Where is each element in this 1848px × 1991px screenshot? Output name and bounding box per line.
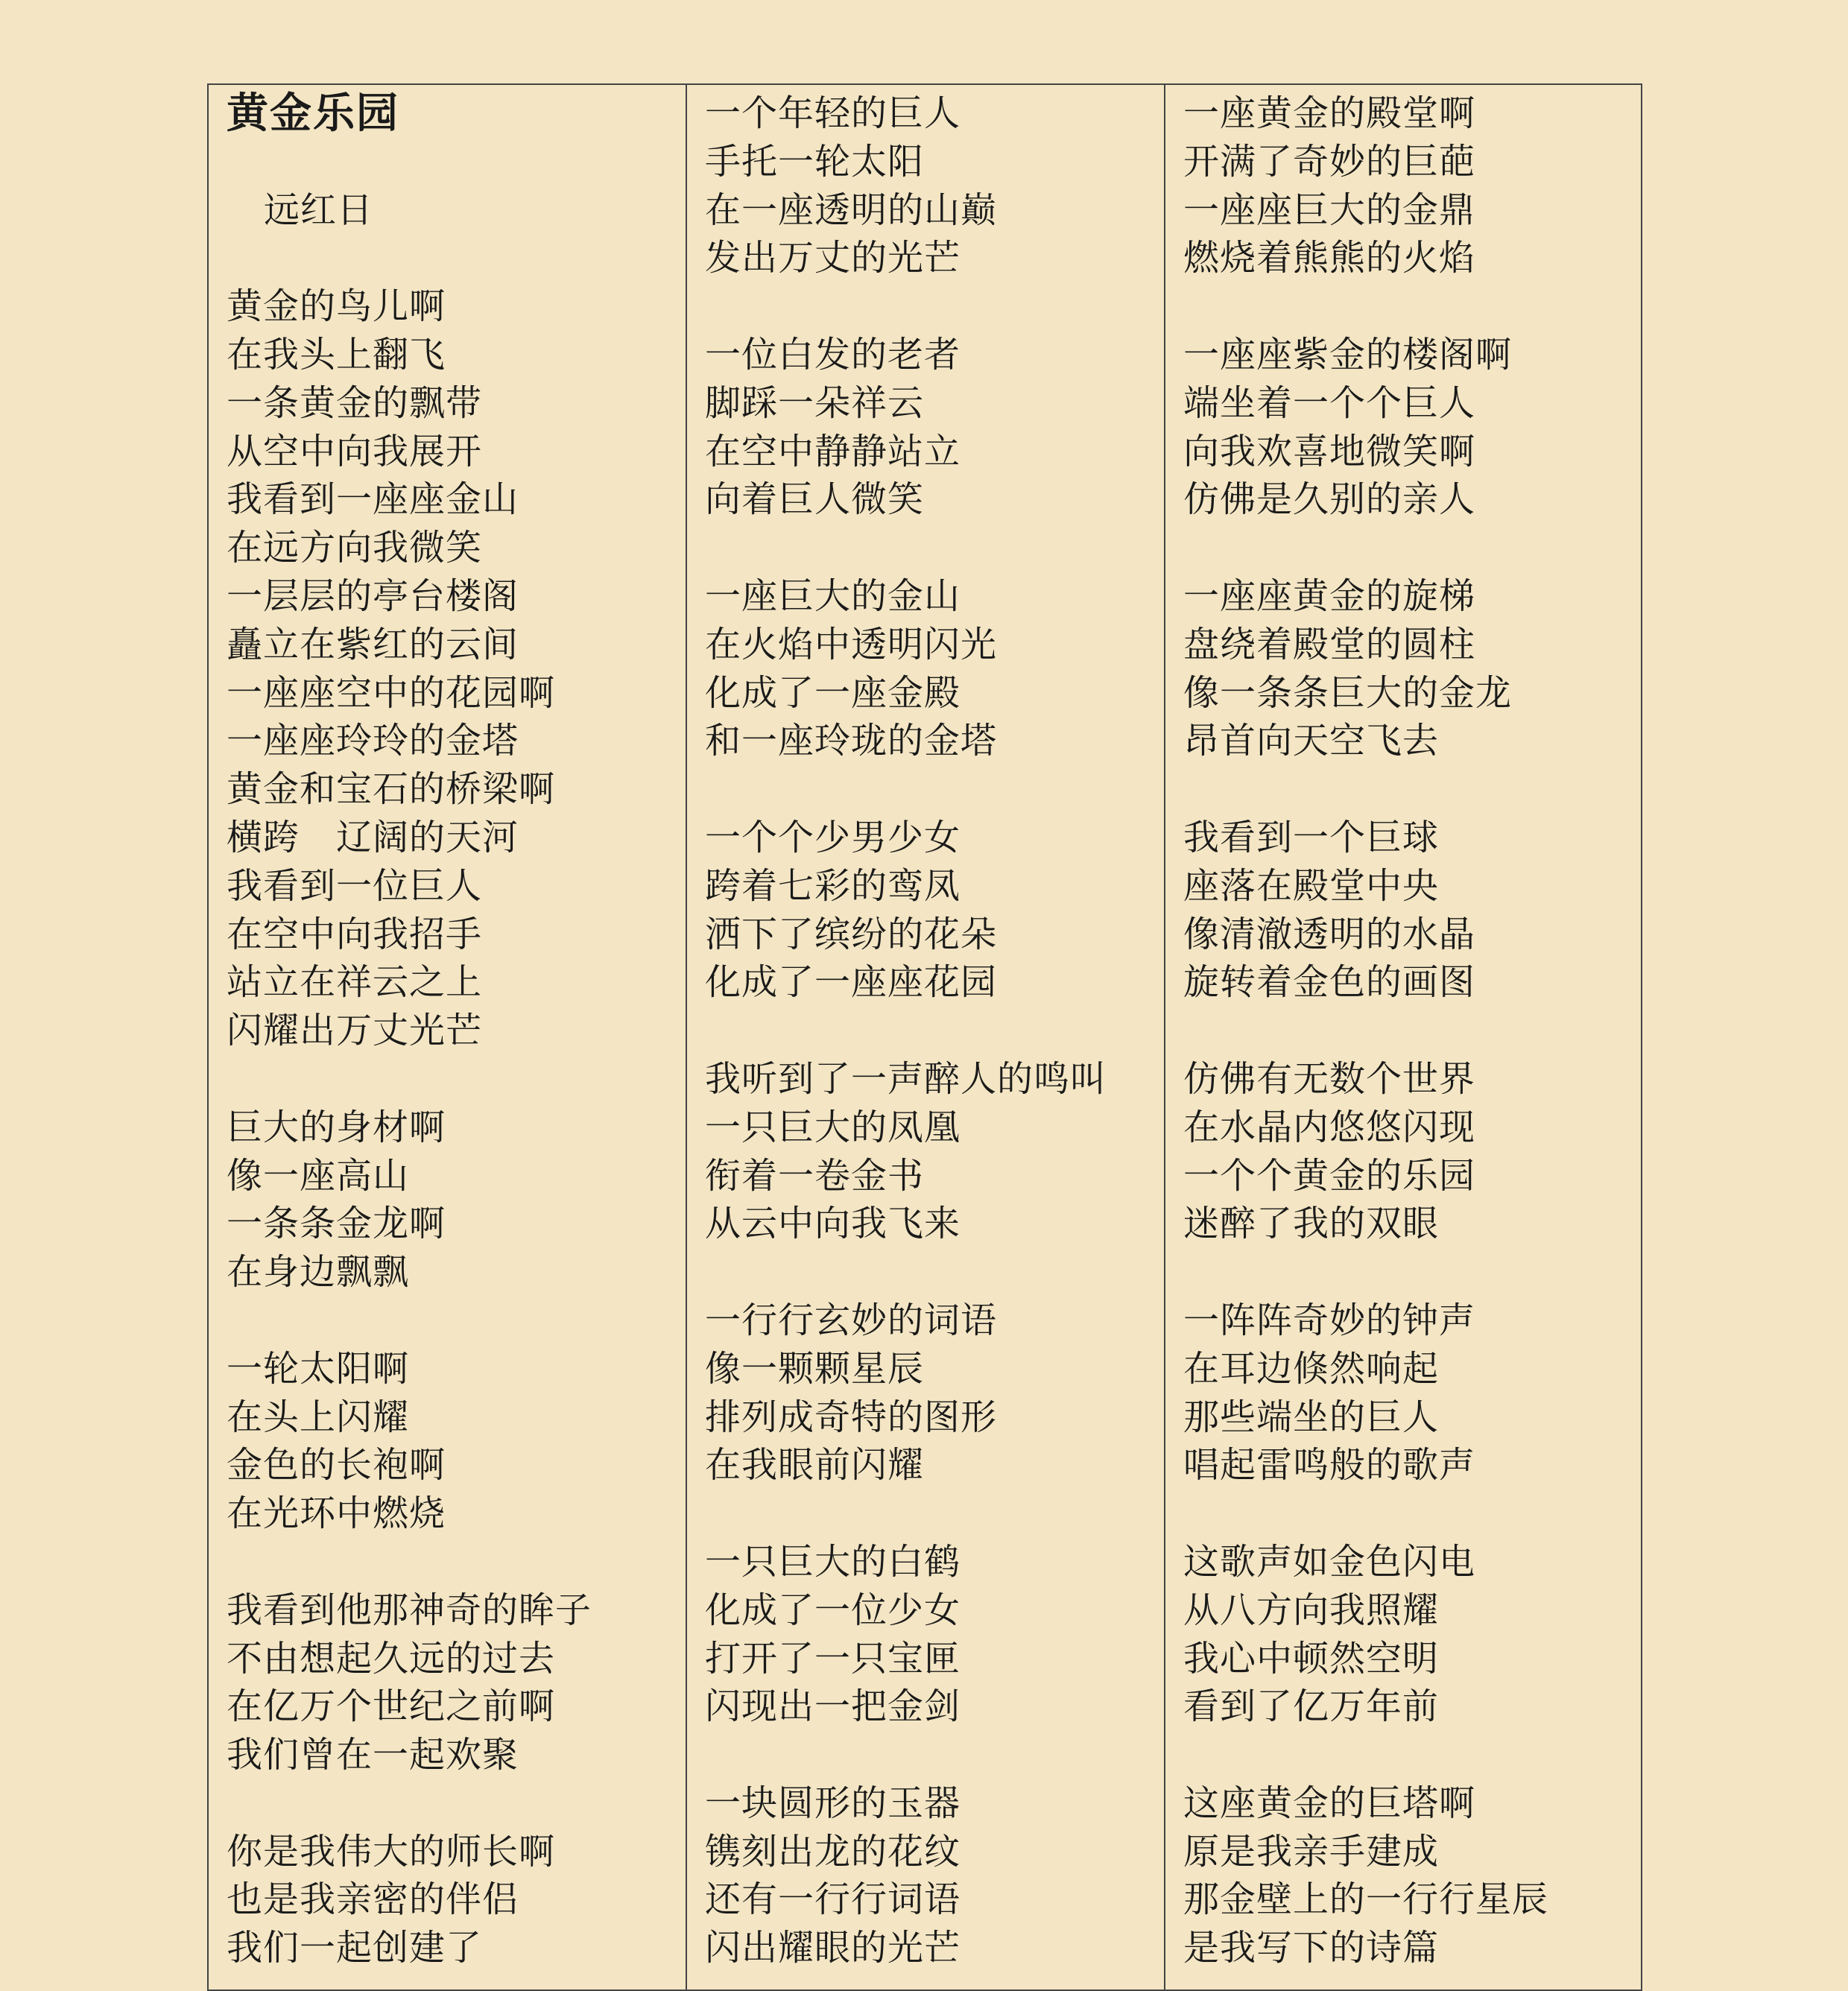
poem-line: 发出万丈的光芒 <box>705 237 961 279</box>
poem-line: 一条条金龙啊 <box>227 1203 446 1245</box>
poem-line: 在水晶内悠悠闪现 <box>1183 1106 1476 1148</box>
blank-line <box>705 1248 1164 1297</box>
poem-line: 一个个黄金的乐园 <box>1183 1154 1476 1197</box>
poem-line: 闪现出一把金剑 <box>705 1685 961 1728</box>
poem-line: 一条黄金的飘带 <box>227 382 483 424</box>
poem-line: 从八方向我照耀 <box>1183 1589 1440 1631</box>
poem-title: 黄金乐园 <box>227 89 399 138</box>
poem-line: 迷醉了我的双眼 <box>1183 1203 1440 1245</box>
column-1-lines <box>227 282 686 1972</box>
poem-line: 一位白发的老者 <box>705 333 961 376</box>
poem-line: 一行行玄妙的词语 <box>705 1299 998 1341</box>
poem-line: 像一颗颗星辰 <box>705 1347 925 1390</box>
poem-line: 一座座黄金的旋梯 <box>1183 574 1476 617</box>
blank-line <box>705 765 1164 814</box>
poem-line: 在亿万个世纪之前啊 <box>227 1685 556 1728</box>
poem-line: 在一座透明的山巅 <box>705 189 998 231</box>
poem-line: 一座座巨大的金鼎 <box>1183 189 1476 231</box>
poem-line: 一座座紫金的楼阁啊 <box>1183 333 1513 376</box>
blank-line <box>1183 1731 1641 1779</box>
poem-line: 端坐着一个个巨人 <box>1183 382 1476 424</box>
poem-line: 手托一轮太阳 <box>705 140 925 183</box>
blank-line <box>227 138 686 186</box>
poem-line: 排列成奇特的图形 <box>705 1396 998 1438</box>
poem-line: 唱起雷鸣般的歌声 <box>1183 1444 1476 1487</box>
column-3-lines <box>1183 89 1641 1972</box>
poem-line: 一块圆形的玉器 <box>705 1782 961 1824</box>
column-1 <box>209 85 687 1990</box>
poem-line: 盘绕着殿堂的圆柱 <box>1183 623 1476 665</box>
blank-line <box>1183 282 1641 331</box>
poem-line: 一个个少男少女 <box>705 816 961 858</box>
poem-line: 仿佛有无数个世界 <box>1183 1057 1476 1100</box>
blank-line <box>705 1007 1164 1055</box>
poem-line: 闪出耀眼的光芒 <box>705 1927 961 1969</box>
blank-line <box>705 1490 1164 1538</box>
poem-line: 站立在祥云之上 <box>227 961 483 1004</box>
poem-line: 仿佛是久别的亲人 <box>1183 478 1476 521</box>
poem-line: 金色的长袍啊 <box>227 1444 446 1487</box>
poem-line: 在光环中燃烧 <box>227 1493 446 1535</box>
poem-line: 镌刻出龙的花纹 <box>705 1830 961 1873</box>
blank-line <box>1183 1007 1641 1055</box>
poem-line: 原是我亲手建成 <box>1183 1830 1440 1873</box>
poem-line: 跨着七彩的鸾凤 <box>705 864 961 907</box>
poem-line: 横跨 辽阔的天河 <box>227 816 519 858</box>
poem-line: 向我欢喜地微笑啊 <box>1183 430 1476 472</box>
poem-line: 看到了亿万年前 <box>1183 1685 1440 1728</box>
poem-line: 还有一行行词语 <box>705 1878 961 1921</box>
poem-line: 在我头上翻飞 <box>227 333 446 376</box>
poem-line: 昂首向天空飞去 <box>1183 720 1440 762</box>
poem-line: 这座黄金的巨塔啊 <box>1183 1782 1476 1824</box>
column-3 <box>1165 85 1641 1990</box>
poem-line: 向着巨人微笑 <box>705 478 925 521</box>
poem-line: 化成了一位少女 <box>705 1589 961 1631</box>
blank-line <box>227 1779 686 1828</box>
poem-line: 一只巨大的白鹤 <box>705 1540 961 1583</box>
poem-line: 脚踩一朵祥云 <box>705 382 925 424</box>
poem-line: 一座座玲玲的金塔 <box>227 720 519 762</box>
poem-line: 一阵阵奇妙的钟声 <box>1183 1299 1476 1341</box>
poem-line: 衔着一卷金书 <box>705 1154 925 1197</box>
poem-line: 一层层的亭台楼阁 <box>227 574 519 617</box>
blank-line <box>1183 1248 1641 1297</box>
column-2-lines <box>705 89 1164 1972</box>
poem-line: 在远方向我微笑 <box>227 527 483 569</box>
poem-line: 化成了一座金殿 <box>705 671 961 714</box>
blank-line <box>227 234 686 282</box>
blank-line <box>227 1297 686 1345</box>
poem-author: 远红日 <box>264 189 374 231</box>
poem-line: 我看到他那神奇的眸子 <box>227 1589 592 1631</box>
poem-line: 黄金的鸟儿啊 <box>227 285 446 328</box>
column-2 <box>687 85 1165 1990</box>
poem-line: 这歌声如金色闪电 <box>1183 1540 1476 1583</box>
poem-line: 一座巨大的金山 <box>705 574 961 617</box>
blank-line <box>227 1538 686 1586</box>
poem-line: 旋转着金色的画图 <box>1183 961 1476 1004</box>
poem-line: 一座座空中的花园啊 <box>227 671 556 714</box>
blank-line <box>705 1731 1164 1779</box>
poem-line: 像清澈透明的水晶 <box>1183 913 1476 955</box>
poem-line: 我看到一座座金山 <box>227 478 519 521</box>
blank-line <box>1183 1490 1641 1538</box>
poem-line: 我听到了一声醉人的鸣叫 <box>705 1057 1107 1100</box>
poem-line: 在头上闪耀 <box>227 1396 410 1438</box>
blank-line <box>1183 765 1641 814</box>
poem-line: 像一座高山 <box>227 1154 410 1197</box>
poem-line: 你是我伟大的师长啊 <box>227 1830 556 1873</box>
poem-line: 我心中顿然空明 <box>1183 1637 1440 1680</box>
poem-line: 巨大的身材啊 <box>227 1106 446 1148</box>
poem-line: 也是我亲密的伴侣 <box>227 1878 519 1921</box>
poem-line: 从云中向我飞来 <box>705 1203 961 1245</box>
poem-line: 像一条条巨大的金龙 <box>1183 671 1513 714</box>
poem-line: 从空中向我展开 <box>227 430 483 472</box>
blank-line <box>705 524 1164 572</box>
poem-line: 化成了一座座花园 <box>705 961 998 1004</box>
poem-line: 一个年轻的巨人 <box>705 92 961 134</box>
poem-line: 在我眼前闪耀 <box>705 1444 925 1487</box>
poem-line: 洒下了缤纷的花朵 <box>705 913 998 955</box>
poem-line: 开满了奇妙的巨葩 <box>1183 140 1476 183</box>
poem-line: 在空中向我招手 <box>227 913 483 955</box>
poem-line: 闪耀出万丈光芒 <box>227 1010 483 1052</box>
poem-line: 一只巨大的凤凰 <box>705 1106 961 1148</box>
poem-line: 是我写下的诗篇 <box>1183 1927 1440 1969</box>
poem-line: 矗立在紫红的云间 <box>227 623 519 665</box>
poem-line: 我们一起创建了 <box>227 1927 483 1969</box>
poem-line: 我看到一位巨人 <box>227 864 483 907</box>
poem-line: 一轮太阳啊 <box>227 1347 410 1390</box>
poem-line: 一座黄金的殿堂啊 <box>1183 92 1476 134</box>
poem-line: 在火焰中透明闪光 <box>705 623 998 665</box>
blank-line <box>227 1055 686 1104</box>
poem-table <box>207 83 1642 1991</box>
poem-line: 在耳边倏然响起 <box>1183 1347 1440 1390</box>
poem-line: 打开了一只宝匣 <box>705 1637 961 1680</box>
poem-line: 和一座玲珑的金塔 <box>705 720 998 762</box>
poem-line: 燃烧着熊熊的火焰 <box>1183 237 1476 279</box>
poem-line: 不由想起久远的过去 <box>227 1637 556 1680</box>
poem-line: 座落在殿堂中央 <box>1183 864 1440 907</box>
poem-line: 在空中静静站立 <box>705 430 961 472</box>
poem-line: 在身边飘飘 <box>227 1251 410 1294</box>
poem-line: 那些端坐的巨人 <box>1183 1396 1440 1438</box>
poem-line: 黄金和宝石的桥梁啊 <box>227 768 556 811</box>
poem-line: 我看到一个巨球 <box>1183 816 1440 858</box>
poem-line: 我们曾在一起欢聚 <box>227 1734 519 1776</box>
poem-line: 那金壁上的一行行星辰 <box>1183 1878 1549 1921</box>
blank-line <box>705 282 1164 331</box>
blank-line <box>1183 524 1641 572</box>
